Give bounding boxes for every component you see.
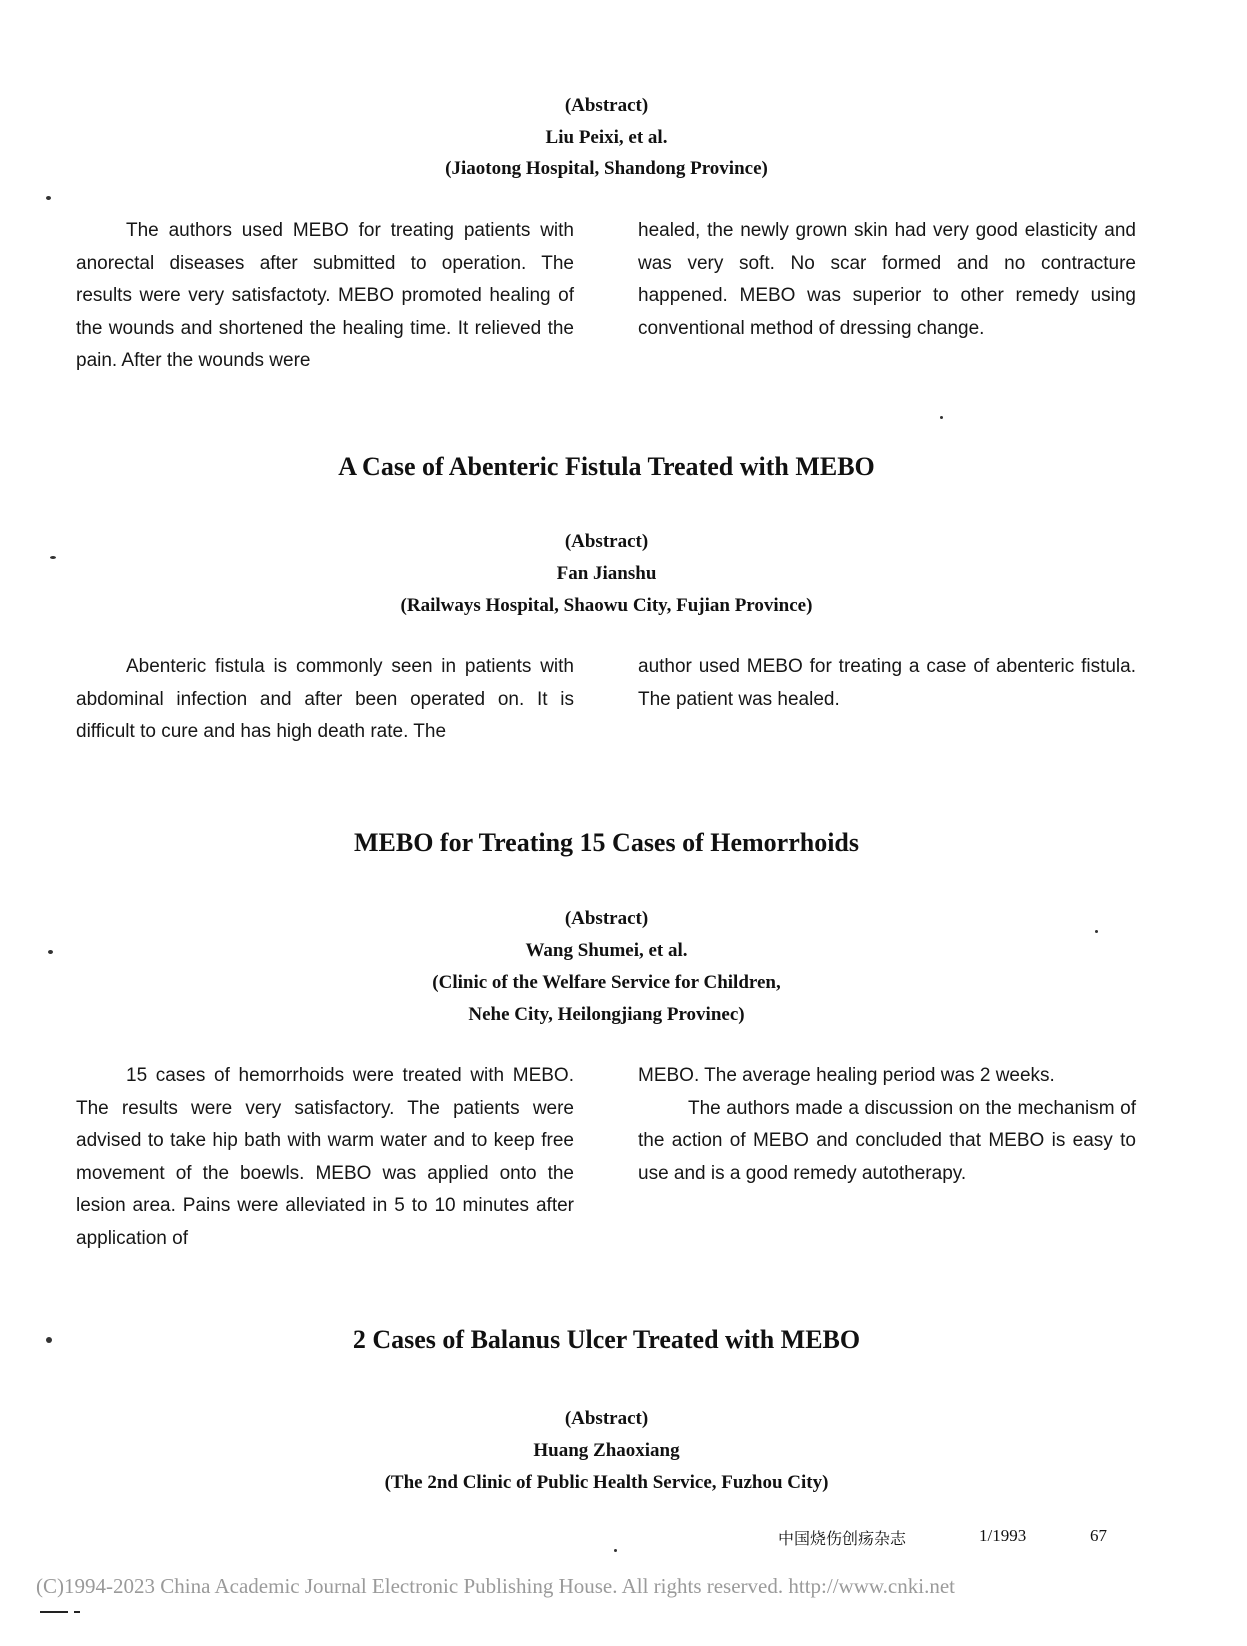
abstract-left-column: [76, 651, 574, 749]
article-title: MEBO for Treating 15 Cases of Hemorrhoids: [353, 828, 860, 857]
abstract-label: (Abstract): [564, 908, 649, 929]
scan-speck: [48, 950, 53, 954]
abstract-paragraph: MEBO. The average healing period was 2 weeks.: [638, 1065, 1055, 1086]
affiliation-line: (Railways Hospital, Shaowu City, Fujian Province): [400, 595, 813, 616]
author-line: Wang Shumei, et al.: [525, 940, 688, 961]
abstract-right-column: [638, 1060, 1136, 1190]
copyright-notice: (C)1994-2023 China Academic Journal Electronic Publishing House. All rights reserved. http://www.cnki.net: [36, 1574, 955, 1598]
abstract-paragraph: 15 cases of hemorrhoids were treated with MEBO. The results were very satisfactory. The patients were advised to take hip bath with warm water and to keep free movement of the boewls. MEBO was applied onto the lesion area. Pains were alleviated in 5 to 10 minutes after application of: [76, 1065, 574, 1249]
abstract-left-column: [76, 1060, 574, 1255]
abstract-label: (Abstract): [564, 1408, 649, 1429]
page-number: 67: [1090, 1526, 1107, 1545]
scan-speck: [940, 416, 943, 419]
scan-speck: [46, 196, 51, 200]
abstract-right-column: [638, 651, 1136, 716]
journal-name: 中国烧伤创疡杂志: [778, 1529, 907, 1548]
edge-mark: [40, 1611, 68, 1613]
scan-speck: [50, 556, 56, 559]
abstract-paragraph: author used MEBO for treating a case of abenteric fistula. The patient was healed.: [638, 656, 1136, 710]
abstract-label: (Abstract): [564, 95, 649, 116]
scan-speck: [1095, 930, 1098, 933]
affiliation-line: (Clinic of the Welfare Service for Children,: [432, 972, 781, 993]
author-line: Fan Jianshu: [556, 563, 657, 584]
issue-number: 1/1993: [979, 1526, 1027, 1545]
author-line: Liu Peixi, et al.: [545, 127, 668, 148]
affiliation-line: (Jiaotong Hospital, Shandong Province): [445, 158, 768, 179]
abstract-paragraph: The authors used MEBO for treating patients with anorectal diseases after submitted to operation. The results were very satisfactoty. MEBO promoted healing of the wounds and shortened the healing time. It relieved the pain. After the wounds were: [76, 220, 574, 371]
article-title: 2 Cases of Balanus Ulcer Treated with MEBO: [352, 1325, 861, 1354]
abstract-label: (Abstract): [564, 531, 649, 552]
edge-mark: [74, 1611, 80, 1613]
abstract-left-column: [76, 215, 574, 378]
abstract-right-column: [638, 215, 1136, 345]
scan-speck: [46, 1337, 52, 1343]
abstract-paragraph: healed, the newly grown skin had very good elasticity and was very soft. No scar formed and no contracture happened. MEBO was superior to other remedy using conventional method of dressing change.: [638, 220, 1136, 339]
author-line: Huang Zhaoxiang: [533, 1440, 680, 1461]
abstract-paragraph: Abenteric fistula is commonly seen in patients with abdominal infection and after been operated on. It is difficult to cure and has high death rate. The: [76, 656, 574, 742]
scan-speck: [614, 1549, 617, 1552]
affiliation-line: (The 2nd Clinic of Public Health Service, Fuzhou City): [384, 1472, 829, 1493]
affiliation-line: Nehe City, Heilongjiang Provinec): [468, 1004, 745, 1025]
article-title: A Case of Abenteric Fistula Treated with MEBO: [338, 452, 875, 481]
abstract-paragraph: The authors made a discussion on the mechanism of the action of MEBO and concluded that MEBO is easy to use and is a good remedy autotherapy.: [638, 1097, 1136, 1184]
